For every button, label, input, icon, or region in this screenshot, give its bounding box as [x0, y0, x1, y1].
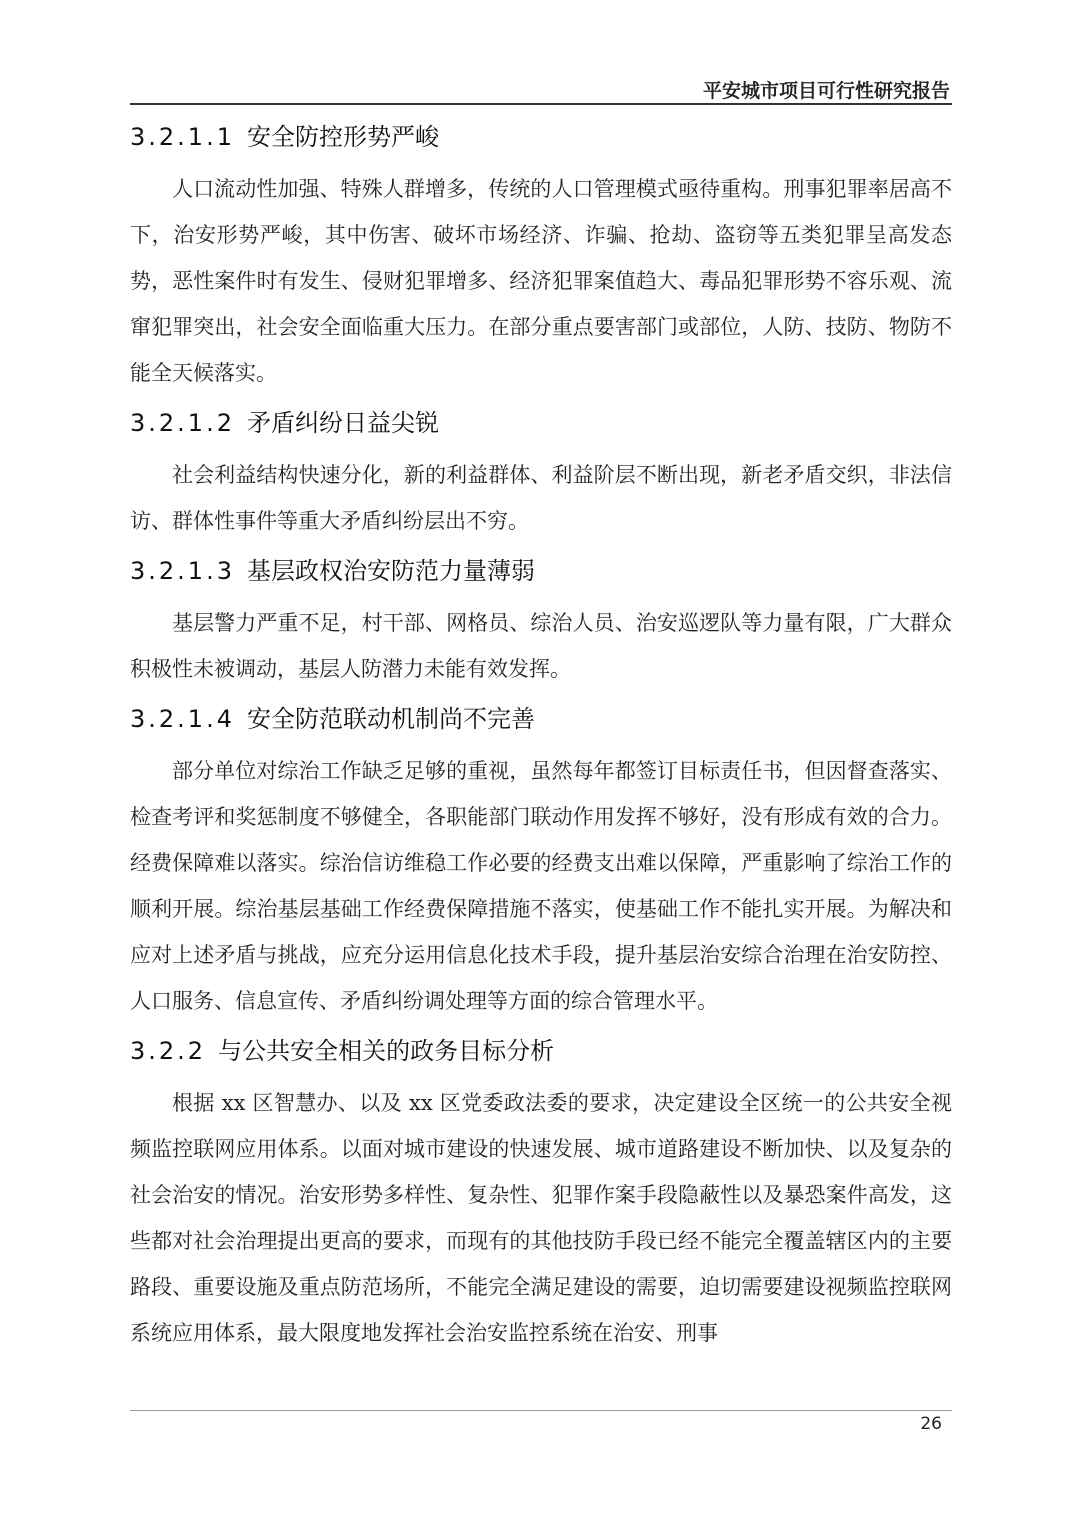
running-header-title: 平安城市项目可行性研究报告 [702, 80, 950, 102]
footer-divider [130, 1410, 952, 1411]
section-title: 与公共安全相关的政务目标分析 [218, 1037, 555, 1065]
section-title: 安全防范联动机制尚不完善 [246, 705, 535, 733]
section-paragraph: 根据 xx 区智慧办、以及 xx 区党委政法委的要求，决定建设全区统一的公共安全视频监控联网应用体系。以面对城市建设的快速发展、城市道路建设不断加快、以及复杂的社会治安的情况。治安形势多样性、复杂性、犯罪作案手段隐蔽性以及暴恐案件高发，这些都对社会治理提出更高的要求，而现有的其他技防手段已经不能完全覆盖辖区内的主要路段、重要设施及重点防范场所，不能完全满足建设的需要，迫切需要建设视频监控联网系统应用体系，最大限度地发挥社会治安监控系统在治安、刑事 [130, 1091, 952, 1345]
section-title: 安全防控形势严峻 [246, 123, 439, 151]
section-number: 3.2.1.2 [130, 409, 235, 437]
section-number: 3.2.1.3 [130, 557, 235, 585]
section-title: 基层政权治安防范力量薄弱 [246, 557, 535, 585]
section-title: 矛盾纠纷日益尖锐 [246, 409, 439, 437]
section-paragraph: 社会利益结构快速分化，新的利益群体、利益阶层不断出现，新老矛盾交织，非法信访、群体性事件等重大矛盾纠纷层出不穷。 [130, 463, 952, 533]
section-number: 3.2.1.1 [130, 123, 235, 151]
section-heading-3-2-1-3 [130, 548, 952, 594]
section-number: 3.2.2 [130, 1037, 207, 1065]
page-number: 26 [920, 1414, 942, 1434]
section-heading-3-2-1-1 [130, 114, 952, 160]
section-paragraph: 人口流动性加强、特殊人群增多，传统的人口管理模式亟待重构。刑事犯罪率居高不下，治安形势严峻，其中伤害、破坏市场经济、诈骗、抢劫、盗窃等五类犯罪呈高发态势，恶性案件时有发生、侵财犯罪增多、经济犯罪案值趋大、毒品犯罪形势不容乐观、流窜犯罪突出，社会安全面临重大压力。在部分重点要害部门或部位，人防、技防、物防不能全天候落实。 [130, 177, 952, 385]
section-paragraph: 部分单位对综治工作缺乏足够的重视，虽然每年都签订目标责任书，但因督查落实、检查考评和奖惩制度不够健全，各职能部门联动作用发挥不够好，没有形成有效的合力。经费保障难以落实。综治信访维稳工作必要的经费支出难以保障，严重影响了综治工作的顺利开展。综治基层基础工作经费保障措施不落实，使基础工作不能扎实开展。为解决和应对上述矛盾与挑战，应充分运用信息化技术手段，提升基层治安综合治理在治安防控、人口服务、信息宣传、矛盾纠纷调处理等方面的综合管理水平。 [130, 759, 952, 1013]
section-heading-3-2-2 [130, 1028, 952, 1074]
section-heading-3-2-1-4 [130, 696, 952, 742]
section-number: 3.2.1.4 [130, 705, 235, 733]
section-heading-3-2-1-2 [130, 400, 952, 446]
page-body [130, 114, 952, 1360]
header-divider [130, 103, 952, 105]
section-paragraph: 基层警力严重不足，村干部、网格员、综治人员、治安巡逻队等力量有限，广大群众积极性未被调动，基层人防潜力未能有效发挥。 [130, 611, 952, 681]
